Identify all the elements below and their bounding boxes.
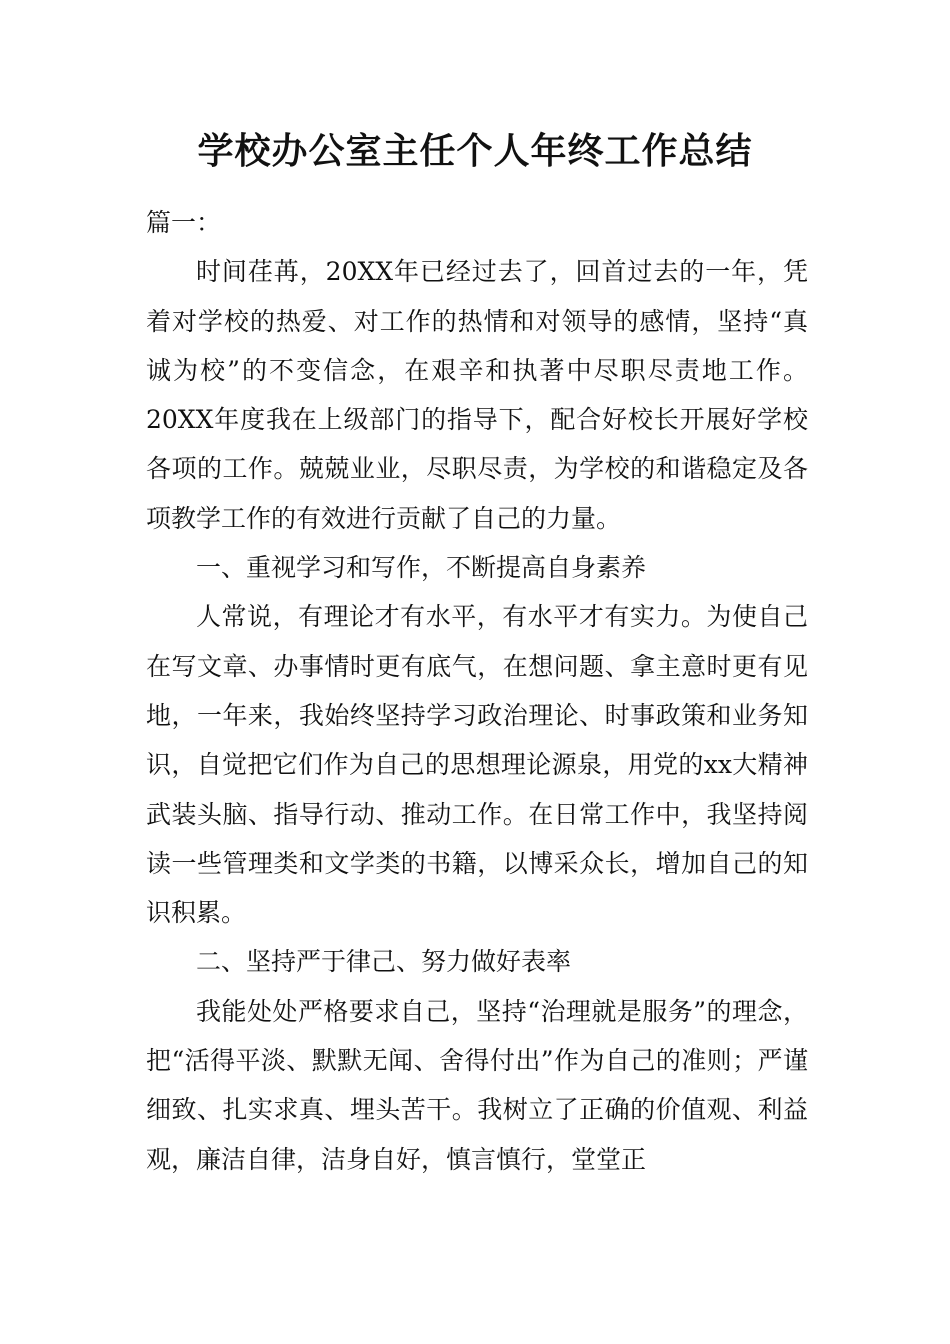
section-label: 篇一： (146, 208, 222, 237)
document-body (146, 198, 808, 1184)
section-heading-2: 二、坚持严于律己、努力做好表率 (196, 947, 572, 977)
section-2-paragraph: 我能处处严格要求自己，坚持“治理就是服务”的理念，把“活得平淡、默默无闻、舍得付出”作为自己的准则；严谨细致、扎实求真、埋头苦干。我树立了正确的价值观、利益观，廉洁自律，洁身自好，慎言慎行，堂堂正 (146, 996, 808, 1174)
document-title: 学校办公室主任个人年终工作总结 (197, 131, 753, 172)
section-1-paragraph: 人常说，有理论才有水平，有水平才有实力。为使自己在写文章、办事情时更有底气，在想问题、拿主意时更有见地，一年来，我始终坚持学习政治理论、时事政策和业务知识，自觉把它们作为自己的思想理论源泉，用党的xx大精神武装头脑、指导行动、推动工作。在日常工作中，我坚持阅读一些管理类和文学类的书籍，以博采众长，增加自己的知识积累。 (146, 602, 808, 928)
section-heading-1: 一、重视学习和写作，不断提高自身素养 (196, 553, 647, 583)
intro-paragraph: 时间荏苒，20XX年已经过去了，回首过去的一年，凭着对学校的热爱、对工作的热情和对领导的感情，坚持“真诚为校”的不变信念，在艰辛和执著中尽职尽责地工作。20XX年度我在上级部门的指导下，配合好校长开展好学校各项的工作。兢兢业业，尽职尽责，为学校的和谐稳定及各项教学工作的有效进行贡献了自己的力量。 (146, 257, 808, 533)
